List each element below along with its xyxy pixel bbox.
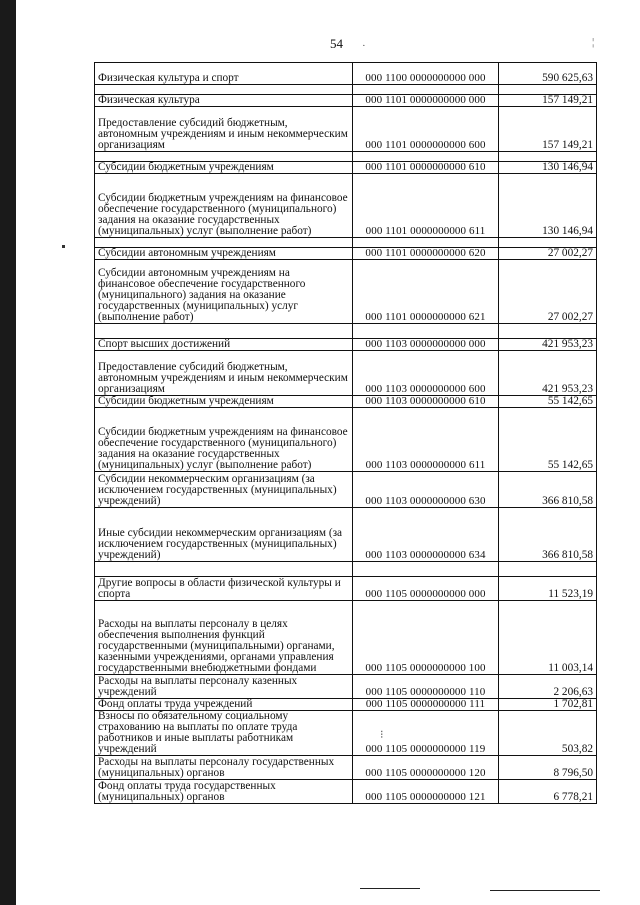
row-name: Предоставление субсидий бюджетным, автономным учреждениям и иным некоммерческим организациям (95, 107, 353, 152)
row-sum: 55 142,65 (499, 396, 597, 408)
table-row (95, 396, 597, 408)
row-code: 000 1105 0000000000 100 (353, 601, 499, 675)
row-sum: 2 206,63 (499, 675, 597, 699)
scan-speck (62, 245, 65, 248)
row-sum: 1 702,81 (499, 699, 597, 711)
row-name: Субсидии бюджетным учреждениям на финансовое обеспечение государственного (муниципального) задания на оказание государственных (муниципальных) услуг (выполнение работ) (95, 408, 353, 472)
row-code: 000 1105 0000000000 111 (353, 699, 499, 711)
row-sum: 157 149,21 (499, 95, 597, 107)
row-name: Спорт высших достижений (95, 339, 353, 351)
row-code: 000 1101 0000000000 000 (353, 95, 499, 107)
table-row (95, 107, 597, 152)
row-name: Фонд оплаты труда государственных (муниципальных) органов (95, 780, 353, 804)
row-gap (95, 238, 597, 248)
row-code: 000 1105 0000000000 110 (353, 675, 499, 699)
row-code: 000 1103 0000000000 600 (353, 351, 499, 396)
bottom-rule (360, 888, 420, 889)
table-row (95, 174, 597, 238)
table-row (95, 351, 597, 396)
row-name: Иные субсидии некоммерческим организациям (за исключением государственных (муниципальных) учреждений) (95, 508, 353, 562)
row-sum: 421 953,23 (499, 339, 597, 351)
scan-edge-bar (0, 0, 16, 905)
row-code: 000 1101 0000000000 610 (353, 162, 499, 174)
row-code: 000 1103 0000000000 610 (353, 396, 499, 408)
row-code: 000 1100 0000000000 000 (353, 63, 499, 85)
row-sum: 590 625,63 (499, 63, 597, 85)
row-code: 000 1101 0000000000 620 (353, 248, 499, 260)
row-name: Физическая культура и спорт (95, 63, 353, 85)
table-row (95, 162, 597, 174)
row-sum: 366 810,58 (499, 508, 597, 562)
scan-mark: · (362, 40, 366, 52)
row-code: 000 1105 0000000000 120 (353, 756, 499, 780)
row-sum: 27 002,27 (499, 260, 597, 324)
row-name: Расходы на выплаты персоналу государственных (муниципальных) органов (95, 756, 353, 780)
row-gap (95, 562, 597, 577)
table-row (95, 95, 597, 107)
table-row (95, 577, 597, 601)
row-sum: 130 146,94 (499, 162, 597, 174)
row-code: 000 1103 0000000000 611 (353, 408, 499, 472)
bottom-rule (490, 890, 600, 891)
row-name: Предоставление субсидий бюджетным, автономным учреждениям и иным некоммерческим организациям (95, 351, 353, 396)
row-sum: 421 953,23 (499, 351, 597, 396)
table-row (95, 699, 597, 711)
row-name: Физическая культура (95, 95, 353, 107)
scan-mark: ⁝ (380, 729, 384, 741)
row-name: Фонд оплаты труда учреждений (95, 699, 353, 711)
row-code: 000 1105 0000000000 000 (353, 577, 499, 601)
row-code: 000 1105 0000000000 119 (353, 711, 499, 756)
row-name: Субсидии бюджетным учреждениям (95, 162, 353, 174)
row-code: 000 1103 0000000000 634 (353, 508, 499, 562)
row-gap (95, 152, 597, 162)
row-code: 000 1101 0000000000 621 (353, 260, 499, 324)
table-row (95, 408, 597, 472)
table-row (95, 675, 597, 699)
row-name: Субсидии бюджетным учреждениям (95, 396, 353, 408)
page-number: 54 (330, 36, 343, 51)
row-code: 000 1103 0000000000 630 (353, 472, 499, 508)
row-name: Расходы на выплаты персоналу казенных учреждений (95, 675, 353, 699)
row-sum: 11 523,19 (499, 577, 597, 601)
scan-mark: ¦ (592, 36, 595, 48)
row-sum: 503,82 (499, 711, 597, 756)
row-sum: 130 146,94 (499, 174, 597, 238)
row-gap (95, 85, 597, 95)
budget-table (94, 62, 597, 804)
row-sum: 157 149,21 (499, 107, 597, 152)
table-row (95, 472, 597, 508)
row-name: Другие вопросы в области физической культуры и спорта (95, 577, 353, 601)
table-row (95, 248, 597, 260)
row-sum: 8 796,50 (499, 756, 597, 780)
table-row (95, 63, 597, 85)
table-row (95, 711, 597, 756)
table-row (95, 339, 597, 351)
row-gap (95, 324, 597, 339)
row-name: Субсидии бюджетным учреждениям на финансовое обеспечение государственного (муниципального) задания на оказание государственных (муниципальных) услуг (выполнение работ) (95, 174, 353, 238)
table-row (95, 260, 597, 324)
row-sum: 55 142,65 (499, 408, 597, 472)
row-name: Субсидии некоммерческим организациям (за исключением государственных (муниципальных) учреждений) (95, 472, 353, 508)
row-code: 000 1101 0000000000 611 (353, 174, 499, 238)
table-row (95, 780, 597, 804)
table-row (95, 601, 597, 675)
row-name: Субсидии автономным учреждениям на финансовое обеспечение государственного (муниципального) задания на оказание государственных (муниципальных) услуг (выполнение работ) (95, 260, 353, 324)
row-sum: 6 778,21 (499, 780, 597, 804)
row-code: 000 1103 0000000000 000 (353, 339, 499, 351)
table-row (95, 756, 597, 780)
row-name: Субсидии автономным учреждениям (95, 248, 353, 260)
table-row (95, 508, 597, 562)
row-name: Расходы на выплаты персоналу в целях обеспечения выполнения функций государственными (муниципальными) органами, казенными учреждениями, органами управления государственными внебюджетными фондами (95, 601, 353, 675)
row-name: Взносы по обязательному социальному страхованию на выплаты по оплате труда работников и иные выплаты работникам учреждений (95, 711, 353, 756)
row-code: 000 1105 0000000000 121 (353, 780, 499, 804)
row-sum: 366 810,58 (499, 472, 597, 508)
row-sum: 11 003,14 (499, 601, 597, 675)
row-sum: 27 002,27 (499, 248, 597, 260)
row-code: 000 1101 0000000000 600 (353, 107, 499, 152)
